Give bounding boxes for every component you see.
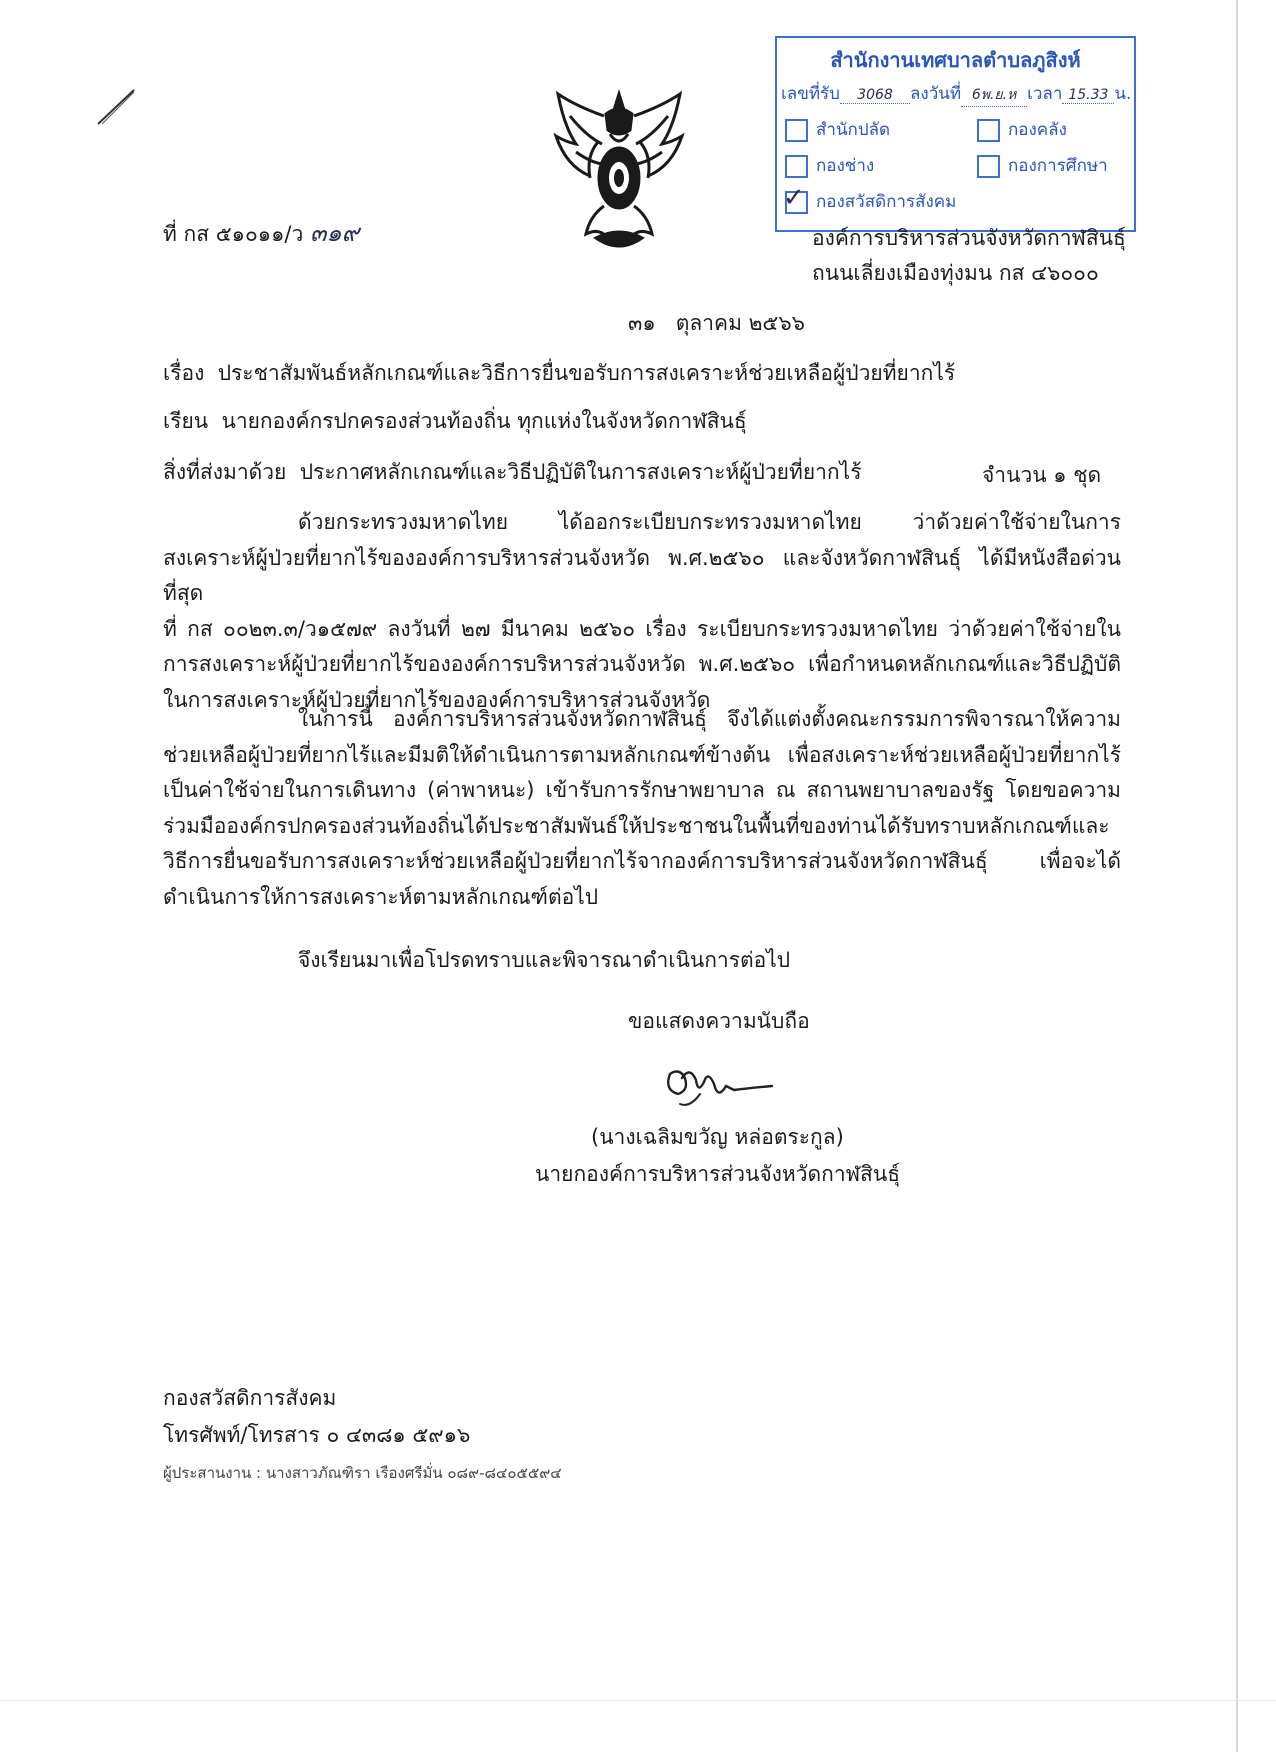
sender-org: องค์การบริหารส่วนจังหวัดกาฬสินธุ์ [812,226,1126,250]
receipt-stamp [775,36,1136,232]
enclosure-line [163,457,861,487]
date-day: ๓๑ [628,311,656,335]
salutation-label: เรียน [163,409,209,433]
stamp-option-3 [977,152,1108,179]
complimentary-close: ขอแสดงความนับถือ [628,1009,810,1033]
signer-name: (นางเฉลิมขวัญ หล่อตระกูล) [591,1125,844,1149]
paragraph-line: ที่ กส ๐๐๒๓.๓/ว๑๕๗๙ ลงวันที่ ๒๗ มีนาคม ๒๕๖๐ เรื่อง ระเบียบกระทรวงมหาดไทย ว่าด้วยค่าใช้จ่ายใน [163,616,1121,641]
salutation-recipient: นายกองค์กรปกครองส่วนท้องถิ่น ทุกแห่งในจังหวัดกาฬสินธุ์ [221,409,747,433]
checkbox-empty [977,155,1000,178]
stamp-receipt-no: 3068 [857,87,893,103]
enclosure-text: ประกาศหลักเกณฑ์และวิธีปฏิบัติในการสงเคราะห์ผู้ป่วยที่ยากไร้ [299,460,862,484]
stamp-time-value: 15.33 [1068,87,1109,103]
stamp-option-label: กองสวัสดิการสังคม [816,192,957,212]
stamp-title: สำนักงานเทศบาลตำบลภูสิงห์ [830,48,1081,72]
stamp-time-suffix: น. [1114,84,1132,104]
check-mark-icon: ✓ [783,182,805,213]
signature [660,1060,780,1120]
page-edge [1236,0,1238,1752]
paragraph-line: ดำเนินการให้การสงเคราะห์ตามหลักเกณฑ์ต่อไป [163,884,599,909]
stamp-time-label: เวลา [1027,84,1063,104]
subject-label: เรื่อง [163,361,205,385]
enclosure-label: สิ่งที่ส่งมาด้วย [163,460,287,484]
paragraph-line: ร่วมมือองค์กรปกครองส่วนท้องถิ่นได้ประชาสัมพันธ์ให้ประชาชนในพื้นที่ของท่านได้รับทราบหลักเกณฑ์และ [163,813,1110,838]
stamp-option-label: กองการศึกษา [1008,156,1108,176]
checkbox-empty [785,155,808,178]
footer-division: กองสวัสดิการสังคม [163,1386,337,1410]
body-paragraph-2 [163,702,1121,915]
page-fold [0,1700,1276,1701]
pen-mark [90,80,150,130]
stamp-receipt-label: เลขที่รับ [781,84,840,104]
footer-phone: โทรศัพท์/โทรสาร ๐ ๔๓๘๑ ๕๙๑๖ [163,1423,471,1447]
signer-title: นายกองค์การบริหารส่วนจังหวัดกาฬสินธุ์ [535,1162,901,1186]
stamp-option-2 [785,152,874,179]
paragraph-line: การสงเคราะห์ผู้ป่วยที่ยากไร้ขององค์การบริหารส่วนจังหวัด พ.ศ.๒๕๖๐ เพื่อกำหนดหลักเกณฑ์และวิธีปฏิบัติ [163,652,1121,676]
reference-number-printed: ที่ กส ๕๑๐๑๑/ว [163,222,304,246]
sender-address: ถนนเลี่ยงเมืองทุ่งมน กส ๔๖๐๐๐ [812,261,1099,285]
letter-date [628,308,805,338]
reference-number [163,218,359,249]
stamp-receipt-row [781,80,1131,107]
paragraph-line: วิธีการยื่นขอรับการสงเคราะห์ช่วยเหลือผู้ป่วยที่ยากไร้จากองค์การบริหารส่วนจังหวัดกาฬสินธุ์ เพื่อจะได้ [163,849,1121,873]
closing-request: จึงเรียนมาเพื่อโปรดทราบและพิจารณาดำเนินการต่อไป [298,948,791,972]
date-month-year: ตุลาคม ๒๕๖๖ [675,311,805,335]
checkbox-checked [783,182,808,214]
footer-coordinator: ผู้ประสานงาน : นางสาวภัณฑิรา เรืองศรีมั่น ๐๘๙-๘๔๐๕๕๙๔ [163,1464,562,1482]
stamp-option-4 [783,182,957,215]
paragraph-line: สงเคราะห์ผู้ป่วยที่ยากไร้ขององค์การบริหารส่วนจังหวัด พ.ศ.๒๕๖๐ และจังหวัดกาฬสินธุ์ ได้มีหนังสือด่วนที่สุด [163,545,1121,605]
subject-line [163,358,955,388]
stamp-option-label: สำนักปลัด [816,120,891,140]
paragraph-line: ในการสงเคราะห์ผู้ป่วยที่ยากไร้ขององค์การบริหารส่วนจังหวัด [163,687,711,712]
stamp-option-label: กองคลัง [1008,120,1067,140]
reference-number-handwritten: ๓๑๙ [309,219,360,247]
paragraph-line: ช่วยเหลือผู้ป่วยที่ยากไร้และมีมติให้ดำเนินการตามหลักเกณฑ์ข้างต้น เพื่อสงเคราะห์ช่วยเหลือผู้ป่วยที่ยากไร้ [163,742,1121,767]
stamp-option-label: กองช่าง [816,156,875,176]
paragraph-line: ในการนี้ องค์การบริหารส่วนจังหวัดกาฬสินธุ์ จึงได้แต่งตั้งคณะกรรมการพิจารณาให้ความ [298,707,1121,731]
stamp-date-label: ลงวันที่ [909,84,962,104]
stamp-option-1 [977,116,1067,143]
stamp-option-0 [785,116,890,143]
checkbox-empty [785,119,808,142]
garuda-emblem [546,86,692,258]
paragraph-line: ด้วยกระทรวงมหาดไทย ได้ออกระเบียบกระทรวงมหาดไทย ว่าด้วยค่าใช้จ่ายในการ [298,510,1121,534]
paragraph-line: เป็นค่าใช้จ่ายในการเดินทาง (ค่าพาหนะ) เข้ารับการรักษาพยาบาล ณ สถานพยาบาลของรัฐ โดยขอความ [163,778,1121,802]
stamp-date-value: 6พ.ย.ห [971,87,1017,103]
enclosure-quantity: จำนวน ๑ ชุด [982,463,1102,487]
subject-text: ประชาสัมพันธ์หลักเกณฑ์และวิธีการยื่นขอรับการสงเคราะห์ช่วยเหลือผู้ป่วยที่ยากไร้ [217,361,956,385]
body-paragraph-1 [163,505,1121,718]
checkbox-empty [977,119,1000,142]
salutation-line [163,406,747,436]
